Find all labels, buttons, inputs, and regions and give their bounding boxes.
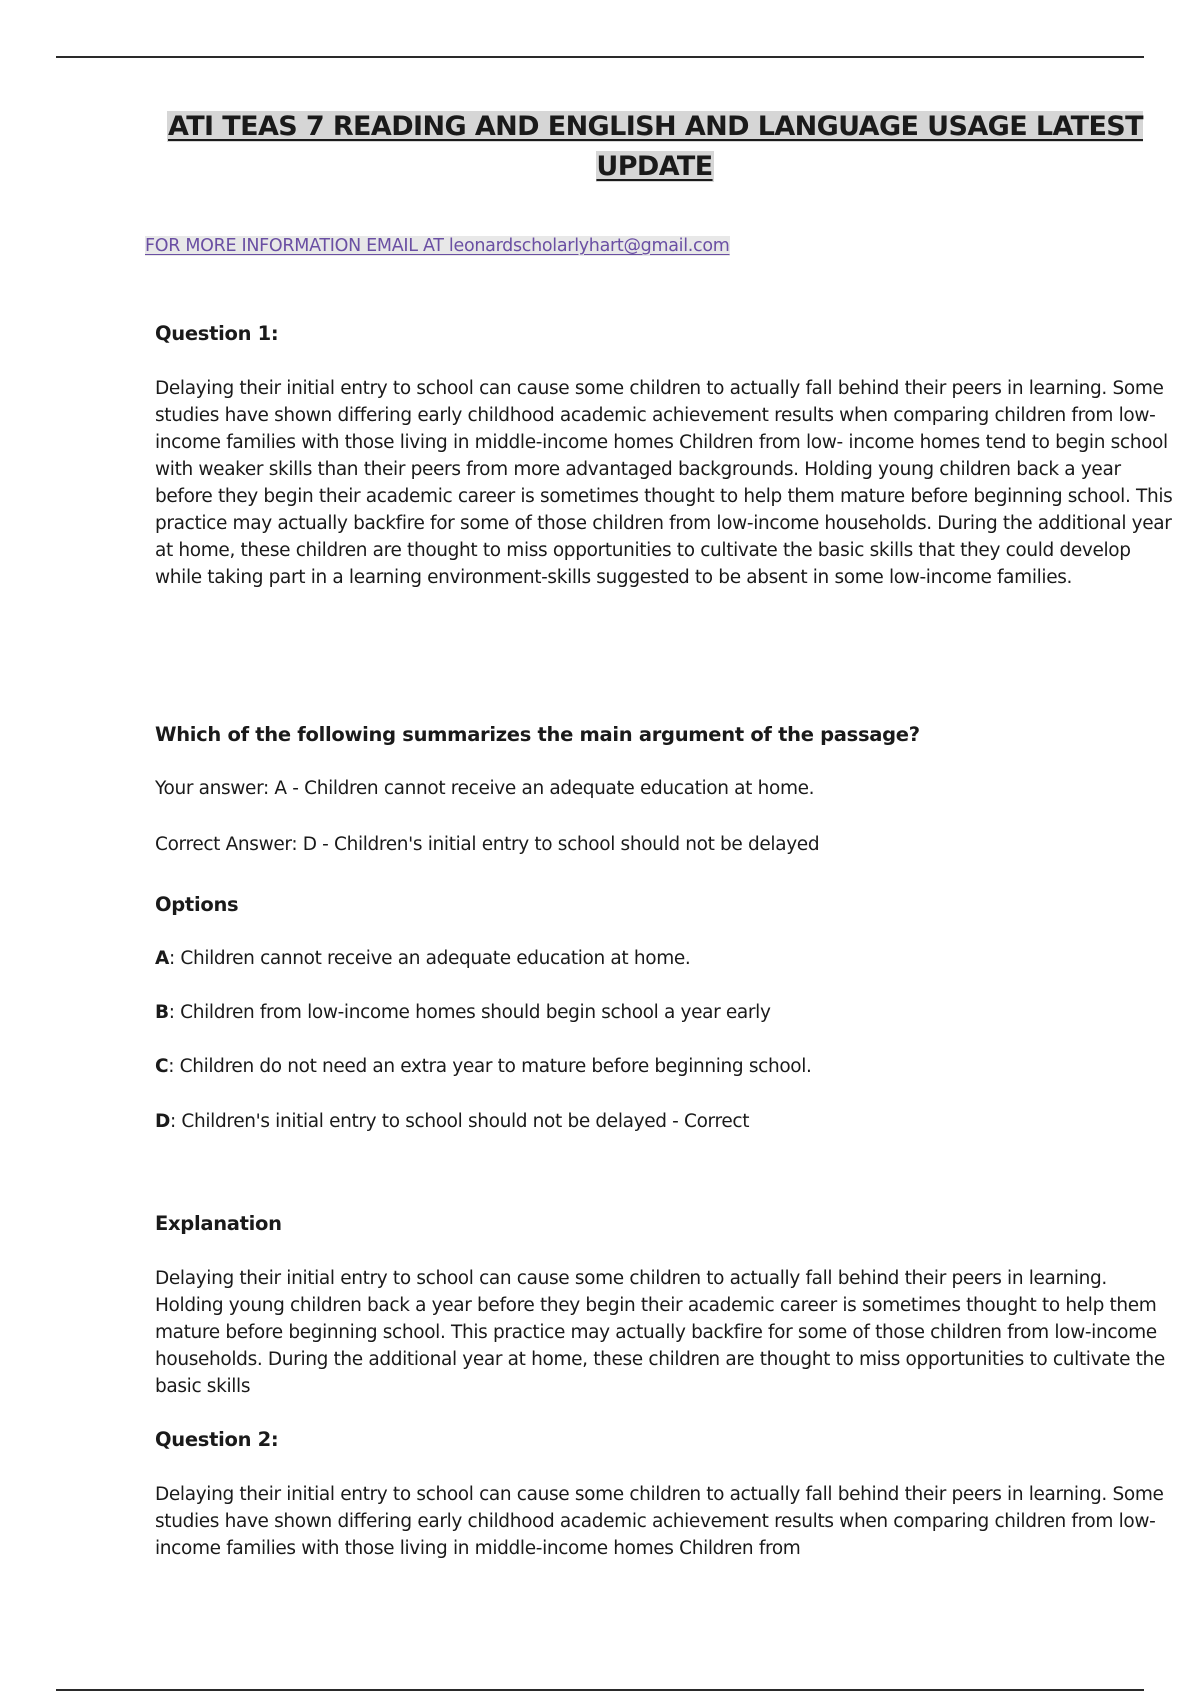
option-text: : Children from low-income homes should begin school a year early	[168, 1002, 771, 1023]
correct-answer: Correct Answer: D - Children's initial entry to school should not be delayed	[155, 834, 820, 855]
explanation-heading: Explanation	[155, 1212, 282, 1235]
bottom-rule	[56, 1689, 1144, 1691]
option-letter: A	[155, 948, 169, 969]
question-1-heading: Question 1:	[155, 322, 279, 345]
question-2-heading: Question 2:	[155, 1428, 279, 1451]
document-title	[150, 107, 1160, 187]
option-a	[155, 948, 690, 969]
your-answer: Your answer: A - Children cannot receive an adequate education at home.	[155, 778, 815, 799]
options-heading: Options	[155, 893, 239, 916]
option-text: : Children cannot receive an adequate education at home.	[168, 948, 691, 969]
option-c	[155, 1056, 812, 1077]
explanation-text: Delaying their initial entry to school can cause some children to actually fall behind their peers in learning. Holding young children back a year before they begin their academic career is sometimes thought to help them mature before beginning school. This practice may actually backfire for some of those children from low-income households. During the additional year at home, these children are thought to miss opportunities to cultivate the basic skills	[155, 1268, 1165, 1397]
option-letter: B	[155, 1002, 169, 1023]
option-text: : Children's initial entry to school should not be delayed - Correct	[170, 1111, 750, 1132]
document-title-text: ATI TEAS 7 READING AND ENGLISH AND LANGUAGE USAGE LATEST UPDATE	[168, 111, 1143, 182]
top-rule	[56, 56, 1144, 58]
question-1-prompt: Which of the following summarizes the main argument of the passage?	[155, 723, 920, 746]
option-b	[155, 1002, 771, 1023]
option-d	[155, 1111, 749, 1132]
question-2-passage: Delaying their initial entry to school can cause some children to actually fall behind their peers in learning. Some studies have shown differing early childhood academic achievement results when comparing children from low-income families with those living in middle-income homes Children from	[155, 1484, 1164, 1559]
info-email-link[interactable]: FOR MORE INFORMATION EMAIL AT leonardscholarlyhart@gmail.com	[145, 236, 730, 256]
option-letter: C	[155, 1056, 169, 1077]
option-letter: D	[155, 1111, 171, 1132]
option-text: : Children do not need an extra year to mature before beginning school.	[168, 1056, 812, 1077]
question-1-passage: Delaying their initial entry to school can cause some children to actually fall behind their peers in learning. Some studies have shown differing early childhood academic achievement results when comparing children from low-income families with those living in middle-income homes Children from low- income homes tend to begin school with weaker skills than their peers from more advantaged backgrounds. Holding young children back a year before they begin their academic career is sometimes thought to help them mature before beginning school. This practice may actually backfire for some of those children from low-income households. During the additional year at home, these children are thought to miss opportunities to cultivate the basic skills that they could develop while taking part in a learning environment-skills suggested to be absent in some low-income families.	[155, 378, 1173, 588]
